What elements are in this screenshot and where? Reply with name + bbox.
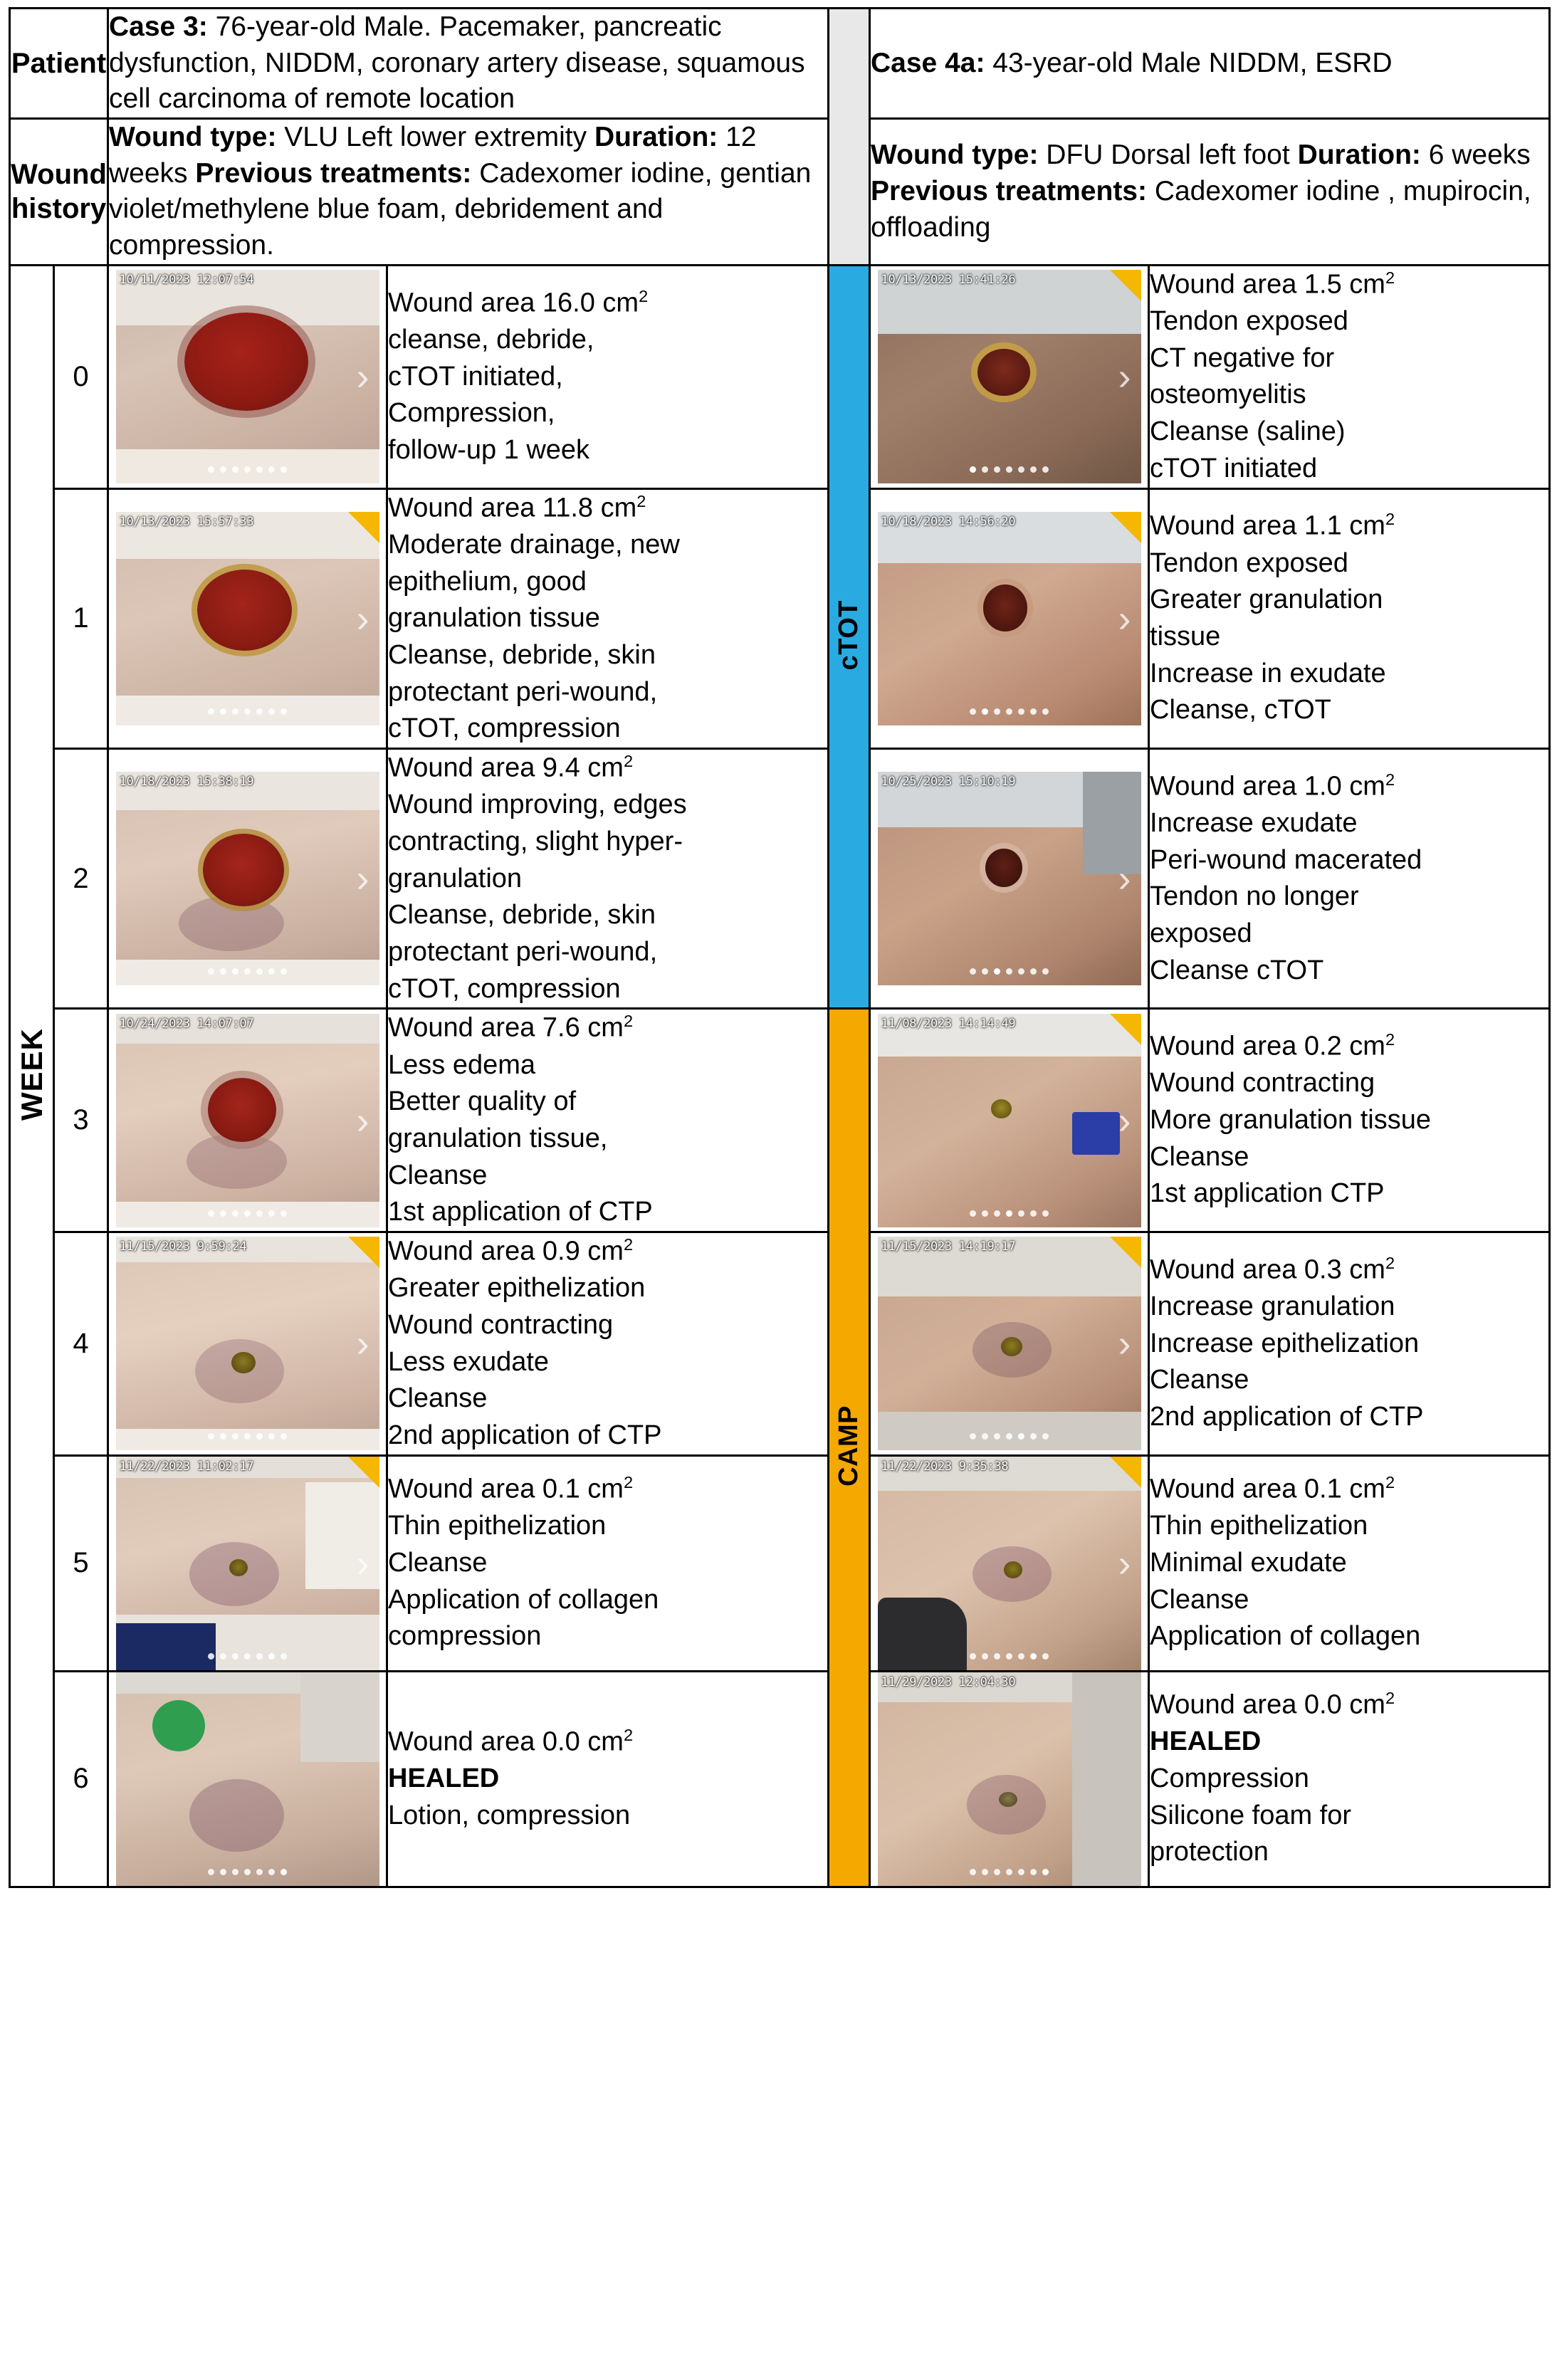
notes-right-0: Wound area 1.5 $cm^2$ Tendon exposed CT negative for osteomyelitis Cleanse (saline) cTOT initiated xyxy=(1149,265,1550,488)
week-number-2: 2 xyxy=(54,748,108,1008)
photo-dots[interactable] xyxy=(878,463,1141,476)
band-spacer-mid xyxy=(829,119,870,266)
photo-timestamp: 10/13/2023 15:57:33 xyxy=(119,514,254,529)
photo-timestamp: 11/08/2023 14:14:49 xyxy=(881,1016,1016,1031)
photo-corner-flag xyxy=(1110,1014,1141,1045)
case-4a-previous-value: Cadexomer iodine , mupirocin, offloading xyxy=(871,176,1531,243)
chevron-right-icon[interactable]: › xyxy=(356,857,369,901)
notes-right-6: Wound area 0.0 $cm^2$ HEALED Compression Silicone foam for protection xyxy=(1149,1671,1550,1887)
notes-left-2: Wound area 9.4 $cm^2$ Wound improving, edges contracting, slight hyper- granulation Cleanse, debride, skin protectant peri-wound, cTOT, compression xyxy=(387,748,829,1008)
photo-dots[interactable] xyxy=(878,1866,1141,1879)
wound-area-left-0: Wound area 16.0 cm xyxy=(388,288,639,318)
wound-photo-left-6[interactable] xyxy=(116,1672,379,1886)
wound-photo-left-4[interactable] xyxy=(116,1237,379,1450)
case-4a-wound-type-value: DFU Dorsal left foot xyxy=(1038,140,1290,171)
photo-dots[interactable] xyxy=(878,965,1141,978)
wound-area-left-2: Wound area 9.4 cm xyxy=(388,753,624,783)
photo-dots[interactable] xyxy=(116,706,379,718)
case-3-wound-type-value: VLU Left lower extremity xyxy=(276,122,587,153)
healed-status-left: HEALED xyxy=(388,1763,500,1794)
photo-cell-left-0[interactable] xyxy=(108,265,387,488)
case-3-wound-type-label: Wound type: xyxy=(109,122,277,153)
chevron-right-icon[interactable]: › xyxy=(356,1541,369,1585)
photo-cell-left-4[interactable] xyxy=(108,1232,387,1455)
wound-photo-right-0[interactable] xyxy=(878,270,1141,483)
wound-photo-left-3[interactable] xyxy=(116,1014,379,1227)
wound-area-right-1: Wound area 1.1 cm xyxy=(1150,510,1385,541)
wound-photo-left-0[interactable] xyxy=(116,270,379,483)
wound-area-left-4: Wound area 0.9 cm xyxy=(388,1236,624,1267)
wound-area-right-6: Wound area 0.0 cm xyxy=(1150,1689,1385,1720)
photo-dots[interactable] xyxy=(116,1866,379,1879)
photo-corner-flag xyxy=(1110,1457,1141,1488)
notes-left-6: Wound area 0.0 $cm^2$ HEALED Lotion, compression xyxy=(387,1671,829,1887)
chevron-right-icon[interactable]: › xyxy=(1118,1322,1131,1365)
case-4a-duration-label: Duration: xyxy=(1297,140,1421,171)
case-3-previous-value: Cadexomer iodine, gentian violet/methylene blue foam, debridement and compression. xyxy=(109,157,812,261)
history-case-4a-cell xyxy=(870,119,1550,266)
case-3-duration-value: 12 weeks xyxy=(109,122,757,189)
photo-dots[interactable] xyxy=(116,1430,379,1443)
week-row-3 xyxy=(10,1009,1550,1232)
wound-photo-right-5[interactable] xyxy=(878,1457,1141,1670)
notes-left-1: Wound area 11.8 $cm^2$ Moderate drainage, new epithelium, good granulation tissue Cleanse, debride, skin protectant peri-wound, cTOT, compression xyxy=(387,488,829,748)
week-number-6: 6 xyxy=(54,1671,108,1887)
photo-timestamp: 11/29/2023 12:04:30 xyxy=(881,1674,1016,1689)
photo-timestamp: 10/18/2023 14:56:20 xyxy=(881,514,1016,529)
chevron-right-icon[interactable]: › xyxy=(1118,355,1131,399)
wound-area-right-2: Wound area 1.0 cm xyxy=(1150,771,1385,802)
photo-dots[interactable] xyxy=(878,706,1141,718)
wound-area-left-3: Wound area 7.6 cm xyxy=(388,1012,624,1043)
wound-area-right-3: Wound area 0.2 cm xyxy=(1150,1031,1385,1061)
photo-cell-left-2[interactable] xyxy=(108,748,387,1008)
wound-photo-left-5[interactable] xyxy=(116,1457,379,1670)
wound-area-right-4: Wound area 0.3 cm xyxy=(1150,1254,1385,1285)
wound-photo-left-2[interactable] xyxy=(116,772,379,985)
patient-case-3-cell xyxy=(108,9,829,119)
photo-cell-left-6[interactable] xyxy=(108,1671,387,1887)
notes-left-4: Wound area 0.9 $cm^2$ Greater epithelization Wound contracting Less exudate Cleanse 2nd application of CTP xyxy=(387,1232,829,1455)
chevron-right-icon[interactable]: › xyxy=(356,1322,369,1365)
patient-case-4a-cell xyxy=(870,9,1550,119)
photo-corner-flag xyxy=(1110,1237,1141,1268)
band-ctot: cTOT xyxy=(829,265,870,1008)
week-number-4: 4 xyxy=(54,1232,108,1455)
photo-timestamp: 10/11/2023 12:07:54 xyxy=(119,273,254,288)
photo-cell-left-3[interactable] xyxy=(108,1009,387,1232)
notes-left-3: Wound area 7.6 $cm^2$ Less edema Better quality of granulation tissue, Cleanse 1st application of CTP xyxy=(387,1009,829,1232)
case-4a-duration-value: 6 weeks xyxy=(1420,140,1531,171)
photo-cell-right-1[interactable] xyxy=(870,488,1149,748)
photo-timestamp: 11/22/2023 9:35:38 xyxy=(881,1459,1009,1474)
wound-photo-right-2[interactable] xyxy=(878,772,1141,985)
healed-status-right: HEALED xyxy=(1150,1726,1262,1757)
photo-dots[interactable] xyxy=(878,1650,1141,1663)
photo-dots[interactable] xyxy=(116,1207,379,1220)
week-number-0: 0 xyxy=(54,265,108,488)
case-3-title: Case 3: xyxy=(109,11,208,42)
photo-dots[interactable] xyxy=(878,1207,1141,1220)
photo-corner-flag xyxy=(1110,270,1141,301)
photo-cell-right-3[interactable] xyxy=(870,1009,1149,1232)
case-3-duration-label: Duration: xyxy=(594,122,718,153)
week-row-5 xyxy=(10,1455,1550,1671)
photo-cell-right-5[interactable] xyxy=(870,1455,1149,1671)
case-4a-wound-type-label: Wound type: xyxy=(871,140,1039,171)
week-number-1: 1 xyxy=(54,488,108,748)
photo-cell-right-2[interactable] xyxy=(870,748,1149,1008)
case-4a-previous-label: Previous treatments: xyxy=(871,176,1147,207)
patient-row xyxy=(10,9,1550,119)
wound-area-left-1: Wound area 11.8 cm xyxy=(388,493,637,523)
notes-right-4: Wound area 0.3 $cm^2$ Increase granulation Increase epithelization Cleanse 2nd application of CTP xyxy=(1149,1232,1550,1455)
notes-left-0: Wound area 16.0 $cm^2$ cleanse, debride, cTOT initiated, Compression, follow-up 1 week xyxy=(387,265,829,488)
wound-photo-right-3[interactable] xyxy=(878,1014,1141,1227)
history-case-3-cell xyxy=(108,119,829,266)
notes-right-1: Wound area 1.1 $cm^2$ Tendon exposed Greater granulation tissue Increase in exudate Cleanse, cTOT xyxy=(1149,488,1550,748)
patient-row-label: Patient xyxy=(10,9,108,119)
photo-cell-left-5[interactable] xyxy=(108,1455,387,1671)
photo-timestamp: 11/15/2023 14:19:17 xyxy=(881,1239,1016,1254)
case-4a-patient-text: 43-year-old Male NIDDM, ESRD xyxy=(985,47,1393,78)
photo-cell-right-6[interactable] xyxy=(870,1671,1149,1887)
week-row-2 xyxy=(10,748,1550,1008)
wound-area-left-5: Wound area 0.1 cm xyxy=(388,1474,624,1504)
week-row-1 xyxy=(10,488,1550,748)
notes-right-2: Wound area 1.0 $cm^2$ Increase exudate Peri-wound macerated Tendon no longer exposed Cleanse cTOT xyxy=(1149,748,1550,1008)
photo-dots[interactable] xyxy=(116,1650,379,1663)
week-row-6 xyxy=(10,1671,1550,1887)
photo-timestamp: 11/15/2023 9:59:24 xyxy=(119,1239,247,1254)
notes-left-5: Wound area 0.1 $cm^2$ Thin epithelization Cleanse Application of collagen compression xyxy=(387,1455,829,1671)
chevron-right-icon[interactable]: › xyxy=(356,597,369,640)
photo-corner-flag xyxy=(348,1237,379,1268)
photo-timestamp: 10/25/2023 15:10:19 xyxy=(881,775,1016,790)
photo-corner-flag xyxy=(348,512,379,543)
photo-dots[interactable] xyxy=(116,463,379,476)
week-row-4 xyxy=(10,1232,1550,1455)
notes-right-5: Wound area 0.1 $cm^2$ Thin epithelization Minimal exudate Cleanse Application of collagen xyxy=(1149,1455,1550,1671)
week-row-0 xyxy=(10,265,1550,488)
photo-cell-right-0[interactable] xyxy=(870,265,1149,488)
notes-right-3: Wound area 0.2 $cm^2$ Wound contracting More granulation tissue Cleanse 1st application CTP xyxy=(1149,1009,1550,1232)
wound-area-right-5: Wound area 0.1 cm xyxy=(1150,1474,1385,1504)
band-camp: CAMP xyxy=(829,1009,870,1887)
case-comparison-table xyxy=(9,7,1551,1888)
chevron-right-icon[interactable]: › xyxy=(1118,1541,1131,1585)
chevron-right-icon[interactable]: › xyxy=(1118,857,1131,901)
wound-photo-right-1[interactable] xyxy=(878,512,1141,725)
wound-photo-right-6[interactable] xyxy=(878,1672,1141,1886)
chevron-right-icon[interactable]: › xyxy=(356,1099,369,1142)
photo-cell-right-4[interactable] xyxy=(870,1232,1149,1455)
chevron-right-icon[interactable]: › xyxy=(1118,597,1131,640)
wound-area-right-0: Wound area 1.5 cm xyxy=(1150,269,1385,300)
band-spacer-top xyxy=(829,9,870,119)
chevron-right-icon[interactable]: › xyxy=(1118,1099,1131,1142)
photo-dots[interactable] xyxy=(878,1430,1141,1443)
wound-photo-left-1[interactable] xyxy=(116,512,379,725)
photo-timestamp: 10/13/2023 15:41:26 xyxy=(881,273,1016,288)
wound-history-row-label: Wound history xyxy=(10,119,108,266)
week-number-5: 5 xyxy=(54,1455,108,1671)
week-axis-label: WEEK xyxy=(10,265,54,1887)
wound-history-row xyxy=(10,119,1550,266)
photo-corner-flag xyxy=(348,1457,379,1488)
photo-timestamp: 10/24/2023 14:07:07 xyxy=(119,1016,254,1031)
chevron-right-icon[interactable]: › xyxy=(356,355,369,399)
photo-corner-flag xyxy=(1110,512,1141,543)
photo-timestamp: 11/22/2023 11:02:17 xyxy=(119,1459,254,1474)
wound-area-left-6: Wound area 0.0 cm xyxy=(388,1726,624,1757)
wound-photo-right-4[interactable] xyxy=(878,1237,1141,1450)
photo-cell-left-1[interactable] xyxy=(108,488,387,748)
case-3-patient-text: 76-year-old Male. Pacemaker, pancreatic dysfunction, NIDDM, coronary artery disease, squamous cell carcinoma of remote location xyxy=(109,11,805,115)
case-4a-title: Case 4a: xyxy=(871,47,985,78)
case-3-previous-label: Previous treatments: xyxy=(195,157,472,189)
photo-dots[interactable] xyxy=(116,965,379,978)
week-number-3: 3 xyxy=(54,1009,108,1232)
photo-timestamp: 10/18/2023 15:38:19 xyxy=(119,775,254,790)
